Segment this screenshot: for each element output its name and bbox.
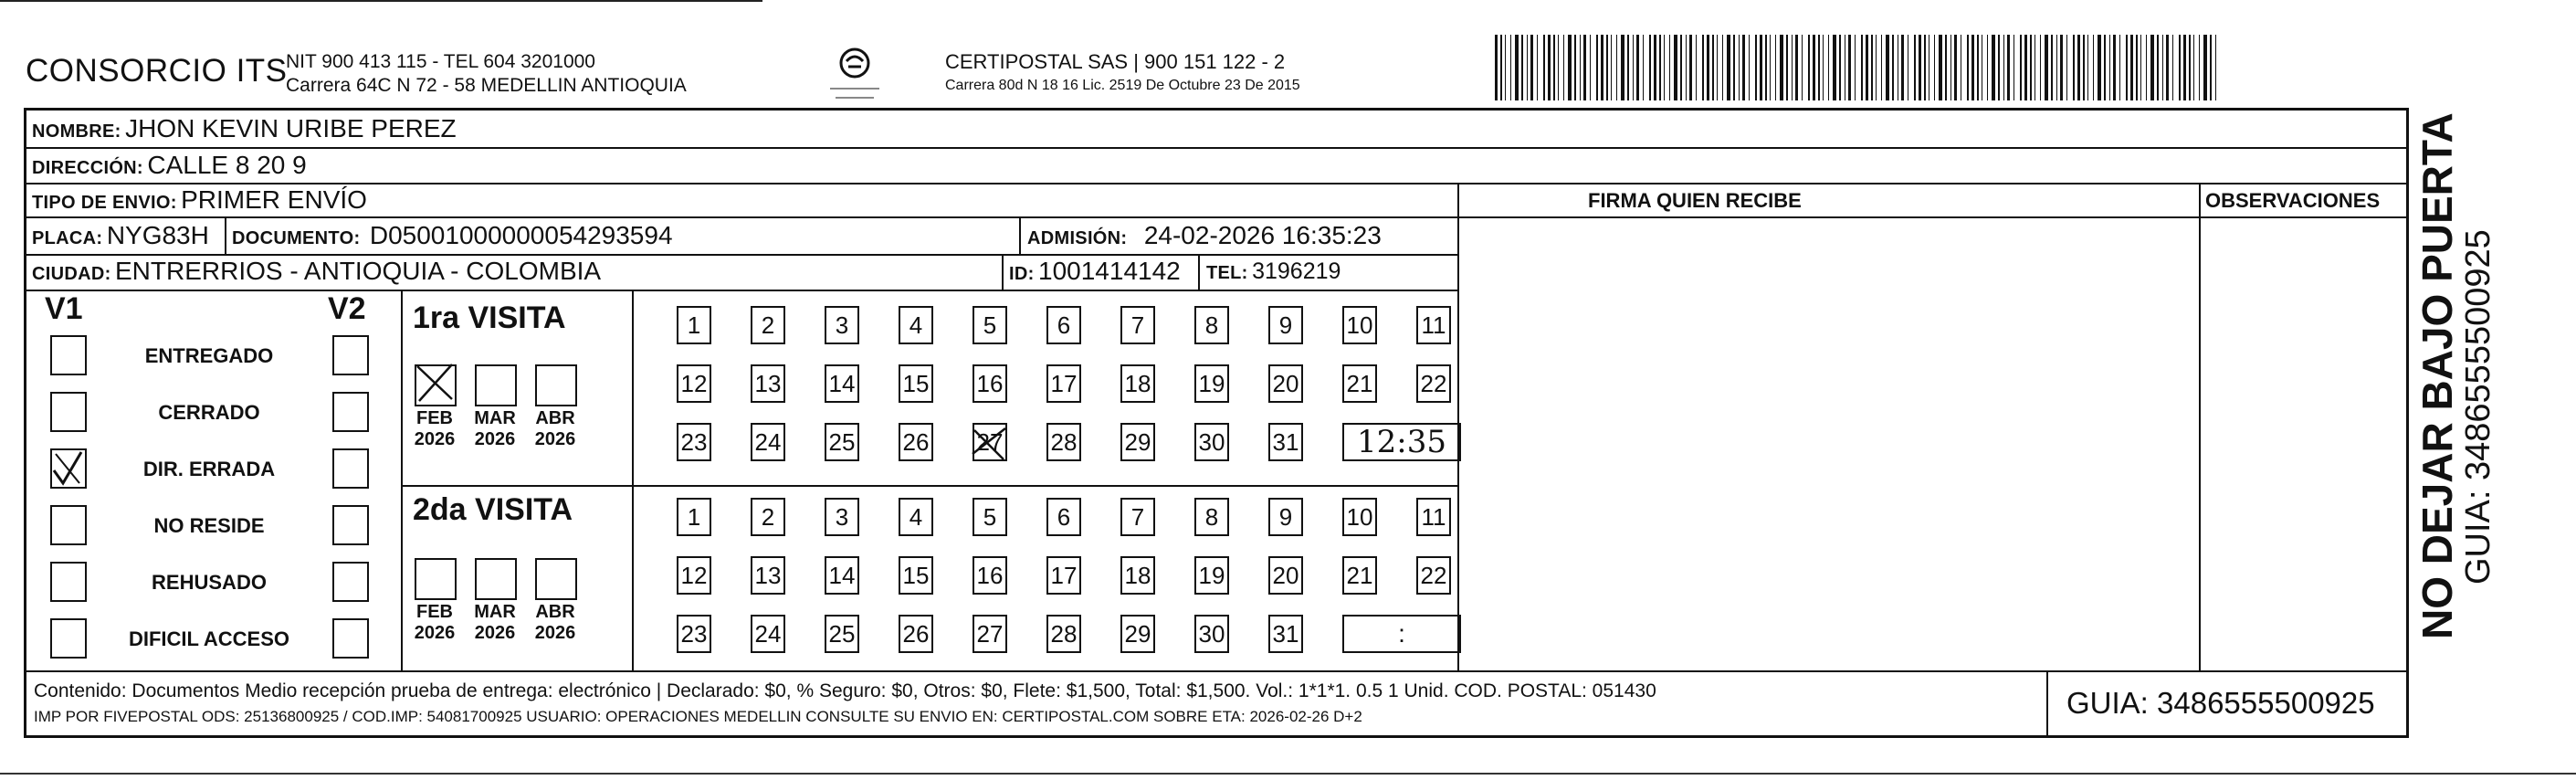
day-box[interactable]: 11	[1416, 498, 1451, 536]
day-box[interactable]: 11	[1416, 306, 1451, 344]
v1-checkbox[interactable]	[50, 448, 87, 489]
day-box[interactable]: 14	[825, 556, 859, 595]
admision-label: ADMISIÓN:	[1027, 228, 1128, 248]
company-name: CONSORCIO ITS	[26, 53, 288, 89]
month-checkbox[interactable]	[475, 364, 517, 406]
day-box[interactable]: 29	[1120, 423, 1155, 461]
direccion-value: CALLE 8 20 9	[147, 151, 307, 179]
day-box[interactable]: 5	[973, 498, 1007, 536]
day-box[interactable]: 8	[1194, 498, 1229, 536]
v2-checkbox[interactable]	[332, 505, 369, 545]
day-box[interactable]: 13	[751, 364, 785, 403]
month-label: MAR 2026	[474, 602, 516, 643]
day-box[interactable]: 25	[825, 615, 859, 653]
v1-checkbox[interactable]	[50, 562, 87, 602]
month-label: ABR 2026	[534, 408, 576, 449]
month-checkbox[interactable]	[415, 364, 457, 406]
month-checkbox[interactable]	[415, 558, 457, 600]
footer-guia: GUIA: 3486555500925	[2066, 686, 2375, 720]
month-label: FEB 2026	[414, 602, 456, 643]
v2-label: V2	[328, 291, 366, 326]
day-box[interactable]: 1	[677, 306, 711, 344]
month-label: MAR 2026	[474, 408, 516, 449]
tipo-value: PRIMER ENVÍO	[181, 185, 367, 214]
day-box[interactable]: 10	[1342, 306, 1377, 344]
day-box[interactable]: 27	[973, 615, 1007, 653]
day-box[interactable]: 10	[1342, 498, 1377, 536]
day-box[interactable]: 2	[751, 498, 785, 536]
day-box[interactable]: 7	[1120, 498, 1155, 536]
partner-line1: CERTIPOSTAL SAS | 900 151 122 - 2	[945, 50, 1286, 73]
v1-checkbox[interactable]	[50, 392, 87, 432]
status-option-label: CERRADO	[158, 401, 260, 424]
day-box[interactable]: 31	[1268, 423, 1303, 461]
day-box[interactable]: 21	[1342, 556, 1377, 595]
day-box[interactable]: 16	[973, 556, 1007, 595]
day-box[interactable]: 3	[825, 498, 859, 536]
month-checkbox[interactable]	[535, 364, 577, 406]
documento-value: D05001000000054293594	[369, 221, 673, 249]
status-option-label: DIR. ERRADA	[142, 458, 276, 480]
company-info	[286, 50, 687, 98]
side-title: NO DEJAR BAJO PUERTA	[2413, 112, 2461, 639]
day-box[interactable]: 3	[825, 306, 859, 344]
day-box[interactable]: 18	[1120, 364, 1155, 403]
day-box[interactable]: 5	[973, 306, 1007, 344]
v1-checkbox[interactable]	[50, 335, 87, 375]
day-box[interactable]: 20	[1268, 556, 1303, 595]
documento-label: DOCUMENTO:	[232, 228, 361, 248]
status-option-label: ENTREGADO	[144, 344, 274, 367]
ciudad-label: CIUDAD:	[32, 264, 111, 284]
placa-value: NYG83H	[106, 221, 209, 249]
tel-value: 3196219	[1252, 258, 1341, 284]
nombre-value: JHON KEVIN URIBE PEREZ	[125, 114, 457, 142]
company-address: Carrera 64C N 72 - 58 MEDELLIN ANTIOQUIA	[286, 75, 687, 96]
day-box[interactable]: 21	[1342, 364, 1377, 403]
day-box[interactable]: 30	[1194, 423, 1229, 461]
day-box[interactable]: 19	[1194, 556, 1229, 595]
day-box[interactable]: 14	[825, 364, 859, 403]
footer-print-info: IMP POR FIVEPOSTAL ODS: 25136800925 / COD.IMP: 54081700925 USUARIO: OPERACIONES MEDELLIN CONSULTE SU ENVIO EN: CERTIPOSTAL.COM SOBRE ETA: 2026-02-26 D+2	[34, 708, 1362, 725]
direccion-label: DIRECCIÓN:	[32, 158, 143, 178]
day-box[interactable]: 24	[751, 423, 785, 461]
visit-time-box[interactable]: 12:35	[1342, 423, 1461, 461]
day-box[interactable]: 23	[677, 423, 711, 461]
day-box[interactable]: 20	[1268, 364, 1303, 403]
day-box[interactable]: 15	[899, 364, 933, 403]
admision-value: 24-02-2026 16:35:23	[1143, 221, 1382, 249]
id-label: ID:	[1009, 264, 1035, 284]
id-value: 1001414142	[1038, 257, 1181, 285]
status-option-label: DIFICIL ACCESO	[128, 627, 289, 650]
side-notice	[2415, 112, 2497, 639]
v2-checkbox[interactable]	[332, 392, 369, 432]
day-box[interactable]: 28	[1046, 615, 1081, 653]
v1-checkbox[interactable]	[50, 505, 87, 545]
day-box[interactable]: 1	[677, 498, 711, 536]
day-box[interactable]: 26	[899, 423, 933, 461]
day-box[interactable]: 19	[1194, 364, 1229, 403]
day-box[interactable]: 28	[1046, 423, 1081, 461]
day-box[interactable]: 4	[899, 498, 933, 536]
month-checkbox[interactable]	[475, 558, 517, 600]
footer-content: Contenido: Documentos Medio recepción prueba de entrega: electrónico | Declarado: $0, % Seguro: $0, Otros: $0, Flete: $1,500, Total: $1,500. Vol.: 1*1*1. 0.5 1 Unid. COD. POSTAL: 051430	[34, 680, 1656, 701]
status-option-label: REHUSADO	[152, 571, 267, 594]
v2-checkbox[interactable]	[332, 562, 369, 602]
day-box[interactable]: 26	[899, 615, 933, 653]
v2-checkbox[interactable]	[332, 335, 369, 375]
side-guia: GUIA: 3486555500925	[2459, 229, 2497, 585]
day-box[interactable]: 17	[1046, 364, 1081, 403]
first-visit-title: 1ra VISITA	[413, 300, 566, 335]
day-box[interactable]: 8	[1194, 306, 1229, 344]
v1-label: V1	[45, 291, 83, 326]
day-box[interactable]: 9	[1268, 306, 1303, 344]
partner-info	[945, 50, 1300, 98]
visit-time-box[interactable]: :	[1342, 615, 1461, 653]
day-box[interactable]: 15	[899, 556, 933, 595]
day-box[interactable]: 24	[751, 615, 785, 653]
firma-header: FIRMA QUIEN RECIBE	[1588, 189, 1802, 212]
day-box[interactable]: 31	[1268, 615, 1303, 653]
day-box[interactable]: 7	[1120, 306, 1155, 344]
tipo-label: TIPO DE ENVIO:	[32, 193, 177, 213]
day-box[interactable]: 13	[751, 556, 785, 595]
day-box[interactable]: 27	[973, 423, 1007, 461]
day-box[interactable]: 12	[677, 556, 711, 595]
status-option-label: NO RESIDE	[153, 514, 265, 537]
day-box[interactable]: 25	[825, 423, 859, 461]
nombre-label: NOMBRE:	[32, 121, 121, 142]
day-box[interactable]: 22	[1416, 364, 1451, 403]
day-box[interactable]: 18	[1120, 556, 1155, 595]
partner-line2: Carrera 80d N 18 16 Lic. 2519 De Octubre 23 De 2015	[945, 78, 1300, 93]
placa-label: PLACA:	[32, 228, 103, 248]
barcode	[1495, 35, 2224, 100]
day-box[interactable]: 17	[1046, 556, 1081, 595]
day-box[interactable]: 9	[1268, 498, 1303, 536]
v2-checkbox[interactable]	[332, 448, 369, 489]
v1-checkbox[interactable]	[50, 618, 87, 659]
day-box[interactable]: 16	[973, 364, 1007, 403]
day-box[interactable]: 29	[1120, 615, 1155, 653]
second-visit-title: 2da VISITA	[413, 492, 573, 527]
top-rule	[0, 0, 762, 2]
day-box[interactable]: 6	[1046, 498, 1081, 536]
day-box[interactable]: 30	[1194, 615, 1229, 653]
month-label: FEB 2026	[414, 408, 456, 449]
day-box[interactable]: 23	[677, 615, 711, 653]
day-box[interactable]: 12	[677, 364, 711, 403]
label-frame	[24, 108, 2409, 738]
bottom-rule	[0, 773, 2576, 775]
certipostal-logo	[826, 43, 883, 101]
day-box[interactable]: 22	[1416, 556, 1451, 595]
month-checkbox[interactable]	[535, 558, 577, 600]
day-box[interactable]: 2	[751, 306, 785, 344]
tel-label: TEL:	[1206, 263, 1248, 283]
day-box[interactable]: 4	[899, 306, 933, 344]
day-box[interactable]: 6	[1046, 306, 1081, 344]
v2-checkbox[interactable]	[332, 618, 369, 659]
company-nit: NIT 900 413 115 - TEL 604 3201000	[286, 51, 595, 72]
observaciones-header: OBSERVACIONES	[2205, 189, 2381, 212]
month-label: ABR 2026	[534, 602, 576, 643]
ciudad-value: ENTRERRIOS - ANTIOQUIA - COLOMBIA	[115, 257, 602, 285]
